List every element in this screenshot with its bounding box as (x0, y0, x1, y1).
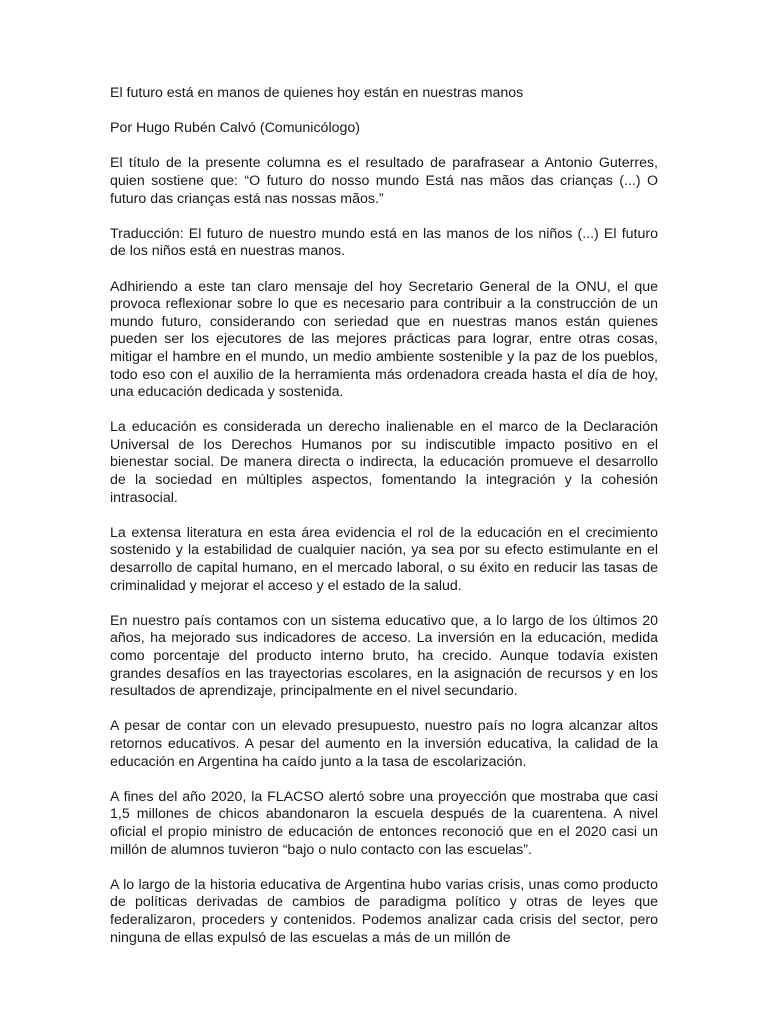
paragraph: Adhiriendo a este tan claro mensaje del hoy Secretario General de la ONU, el que provoca reflexionar sobre lo que es necesario para contribuir a la construcción de un mundo futuro, considerando con seriedad que en nuestras manos están quienes pueden ser los ejecutores de las mejores prácticas para lograr, entre otras cosas, mitigar el hambre en el mundo, un medio ambiente sostenible y la paz de los pueblos, todo eso con el auxilio de la herramienta más ordenadora creada hasta el día de hoy, una educación dedicada y sostenida. (110, 278, 658, 401)
paragraph: A fines del año 2020, la FLACSO alertó sobre una proyección que mostraba que casi 1,5 millones de chicos abandonaron la escuela después de la cuarentena. A nivel oficial el propio ministro de educación de entonces reconoció que en el 2020 casi un millón de alumnos tuvieron “bajo o nulo contacto con las escuelas”. (110, 788, 658, 858)
paragraph: El título de la presente columna es el resultado de parafrasear a Antonio Guterres, quien sostiene que: “O futuro do nosso mundo Está nas mãos das crianças (...) O futuro das crianças está nas nossas mãos.” (110, 155, 658, 207)
document-title: El futuro está en manos de quienes hoy están en nuestras manos (110, 85, 524, 101)
paragraph: A lo largo de la historia educativa de Argentina hubo varias crisis, unas como producto de políticas derivadas de cambios de paradigma político y otras de leyes que federalizaron, proceders y contenidos. Podemos analizar cada crisis del sector, pero ninguna de ellas expulsó de las escuelas a más de un millón de (110, 876, 658, 946)
paragraph: En nuestro país contamos con un sistema educativo que, a lo largo de los últimos 20 años, ha mejorado sus indicadores de acceso. La inversión en la educación, medida como porcentaje del producto interno bruto, ha crecido. Aunque todavía existen grandes desafíos en las trayectorias escolares, en la asignación de recursos y en los resultados de aprendizaje, principalmente en el nivel secundario. (110, 612, 658, 700)
document-byline: Por Hugo Rubén Calvó (Comunicólogo) (110, 120, 360, 137)
paragraph: La extensa literatura en esta área evidencia el rol de la educación en el crecimiento sostenido y la estabilidad de cualquier nación, ya sea por su efecto estimulante en el desarrollo de capital humano, en el mercado laboral, o su éxito en reducir las tasas de criminalidad y mejorar el acceso y el estado de la salud. (110, 524, 658, 594)
document-page (110, 85, 658, 965)
paragraph: La educación es considerada un derecho inalienable en el marco de la Declaración Universal de los Derechos Humanos por su indiscutible impacto positivo en el bienestar social. De manera directa o indirecta, la educación promueve el desarrollo de la sociedad en múltiples aspectos, fomentando la integración y la cohesión intrasocial. (110, 419, 658, 506)
paragraph: Traducción: El futuro de nuestro mundo está en las manos de los niños (...) El futuro de los niños está en nuestras manos. (110, 225, 658, 260)
paragraph: A pesar de contar con un elevado presupuesto, nuestro país no logra alcanzar altos retornos educativos. A pesar del aumento en la inversión educativa, la calidad de la educación en Argentina ha caído junto a la tasa de escolarización. (110, 718, 658, 770)
